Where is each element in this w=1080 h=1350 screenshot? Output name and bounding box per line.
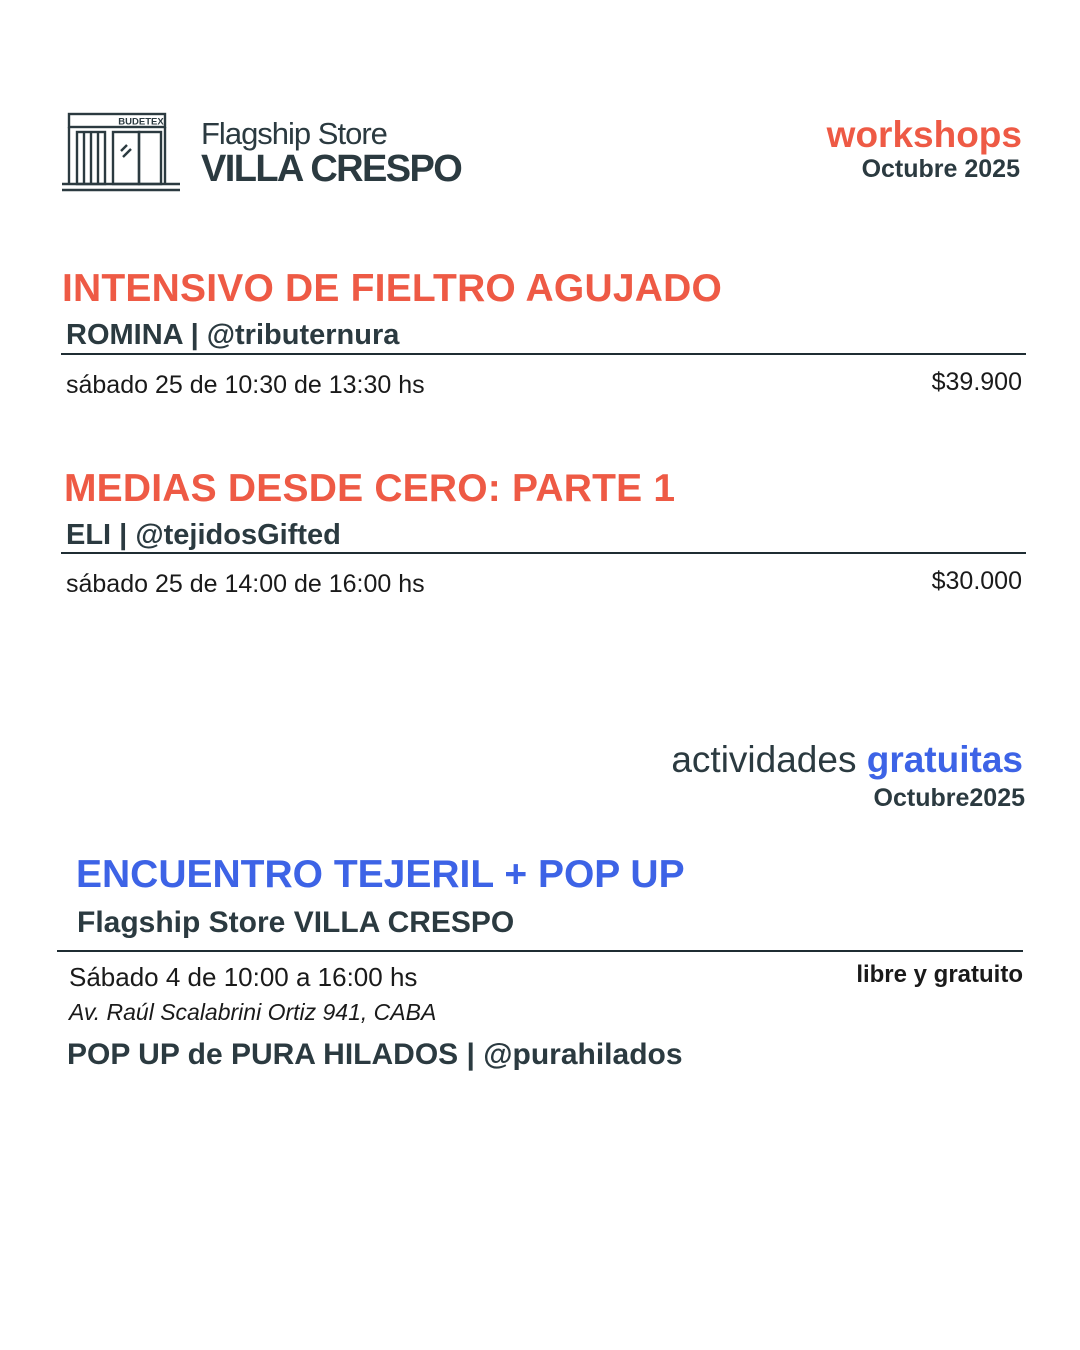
heading-plain: actividades	[671, 739, 857, 780]
workshop-schedule: sábado 25 de 10:30 de 13:30 hs	[66, 371, 425, 399]
workshop-host: ELI | @tejidosGifted	[66, 519, 341, 551]
workshop-title: INTENSIVO DE FIELTRO AGUJADO	[62, 267, 722, 310]
storefront-icon	[61, 111, 181, 193]
workshop-price: $39.900	[931, 368, 1022, 396]
event-location: Flagship Store VILLA CRESPO	[77, 906, 515, 939]
free-activities-heading	[671, 739, 1023, 781]
workshop-host: ROMINA | @tributernura	[66, 319, 400, 351]
event-schedule: Sábado 4 de 10:00 a 16:00 hs	[69, 962, 418, 992]
brand-line-2: VILLA CRESPO	[201, 148, 462, 190]
section-title: workshops	[826, 114, 1022, 155]
free-activities-date: Octubre2025	[873, 784, 1025, 812]
workshop-schedule: sábado 25 de 14:00 de 16:00 hs	[66, 570, 425, 598]
heading-accent: gratuitas	[866, 739, 1023, 780]
divider	[57, 950, 1023, 952]
event-price-note: libre y gratuito	[856, 961, 1023, 988]
workshop-title: MEDIAS DESDE CERO: PARTE 1	[64, 467, 676, 510]
section-date: Octubre 2025	[861, 155, 1020, 183]
divider	[61, 552, 1026, 554]
brand-line-1: Flagship Store	[201, 116, 387, 151]
event-popup: POP UP de PURA HILADOS | @purahilados	[67, 1038, 683, 1071]
logo-sign-text: BUDETEX	[118, 116, 164, 128]
divider	[61, 353, 1026, 355]
event-title: ENCUENTRO TEJERIL + POP UP	[76, 853, 685, 896]
workshop-price: $30.000	[931, 567, 1022, 595]
event-address: Av. Raúl Scalabrini Ortiz 941, CABA	[69, 999, 437, 1025]
